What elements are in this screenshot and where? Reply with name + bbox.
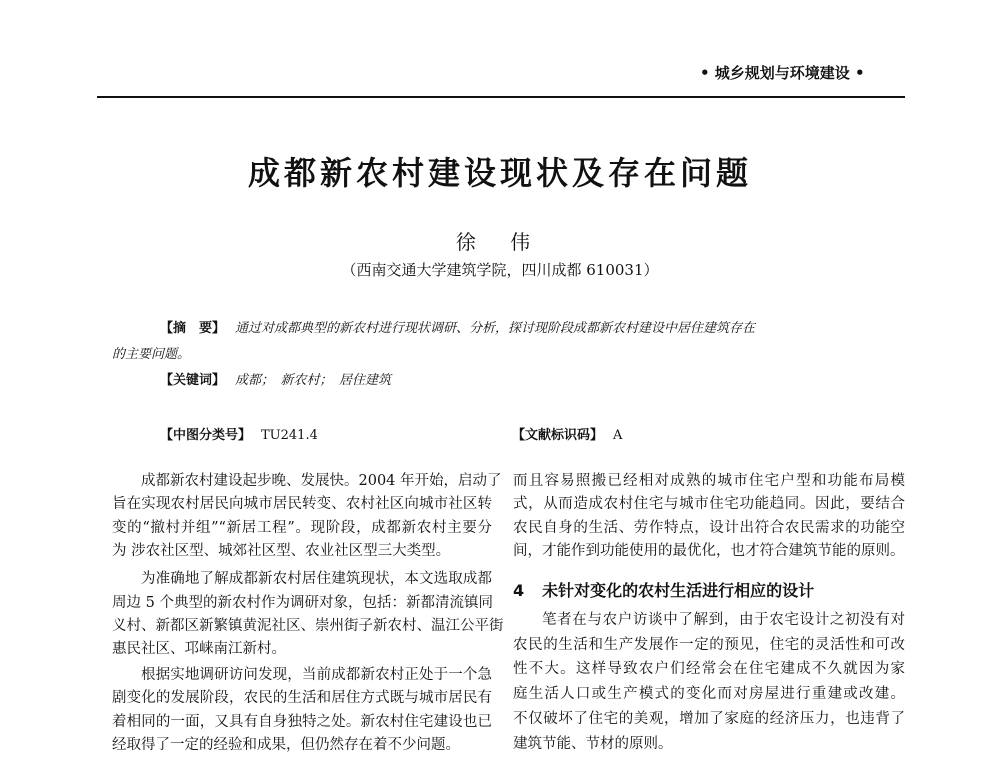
body-text-line: 根据实地调研访问发现，当前成都新农村正处于一个急 xyxy=(141,667,492,683)
body-text-line: 庭生活人口或生产模式的变化而对房屋进行重建或改建。 xyxy=(513,686,905,702)
running-header: • 城乡规划与环境建设 • xyxy=(700,64,865,82)
body-text-line: 性不大。这样导致农户们经常会在住宅建成不久就因为家 xyxy=(513,661,905,677)
body-text-line: 惠民社区、邛崃南江新村。 xyxy=(112,641,286,657)
body-text-line: 旨在实现农村居民向城市居民转变、农村社区向城市社区转 xyxy=(112,496,492,512)
paper-title: 成都新农村建设现状及存在问题 xyxy=(247,154,752,192)
keywords-text: 成都； 新农村； 居住建筑 xyxy=(235,373,392,388)
body-text-line: 式，从而造成农村住宅与城市住宅功能趋同。因此，要结合 xyxy=(513,496,905,512)
keywords xyxy=(160,369,391,388)
abstract-text-1: 通过对成都典型的新农村进行现状调研、分析，探讨现阶段成都新农村建设中居住建筑存在 xyxy=(235,321,756,336)
body-text-line: 农民的生活和生产发展作一定的预见，住宅的灵活性和可改 xyxy=(513,637,905,653)
body-text-line: 义村、新都区新繁镇黄泥社区、崇州街子新农村、温江公平街 xyxy=(112,618,504,634)
body-text-line: 为 涉农社区型、城郊社区型、农业社区型三大类型。 xyxy=(112,543,451,559)
body-text-line: 间，才能作到功能使用的最优化，也才符合建筑节能的原则。 xyxy=(513,543,905,559)
author: 徐 伟 xyxy=(455,230,545,254)
doc-code-value: A xyxy=(613,428,623,443)
body-text-line: 着相同的一面，又具有自身独特之处。新农村住宅建设也已 xyxy=(112,714,492,730)
section-heading-4 xyxy=(513,578,814,601)
body-text-line: 变的“撤村并组”“新居工程”。现阶段，成都新农村主要分 xyxy=(112,520,492,536)
abstract-label: 【摘 要】 xyxy=(160,321,226,336)
affiliation: （西南交通大学建筑学院，四川成都 610031） xyxy=(341,261,659,279)
body-text-line: 而且容易照搬已经相对成熟的城市住宅户型和功能布局模 xyxy=(513,473,905,489)
section-title: 未针对变化的农村生活进行相应的设计 xyxy=(542,581,815,600)
body-text-line: 笔者在与农户访谈中了解到，由于农宅设计之初没有对 xyxy=(542,612,905,628)
section-number: 4 xyxy=(513,581,525,600)
body-text-line: 建筑节能、节材的原则。 xyxy=(513,736,673,752)
clc-code xyxy=(160,424,318,443)
header-rule xyxy=(97,96,905,98)
body-text-line: 周边 5 个典型的新农村作为调研对象，包括：新都清流镇同 xyxy=(112,595,493,611)
doc-code-label: 【文献标识码】 xyxy=(512,428,604,443)
abstract-line-1 xyxy=(160,317,755,336)
keywords-label: 【关键词】 xyxy=(160,373,226,388)
body-text-line: 成都新农村建设起步晚、发展快。2004 年开始，启动了 xyxy=(141,473,502,489)
doc-code xyxy=(512,424,622,443)
body-text-line: 经取得了一定的经验和成果，但仍然存在着不少问题。 xyxy=(112,737,460,753)
body-text-line: 农民自身的生活、劳作特点，设计出符合农民需求的功能空 xyxy=(513,520,905,536)
clc-label: 【中图分类号】 xyxy=(160,428,252,443)
abstract-text-2: 的主要问题。 xyxy=(112,347,191,362)
body-text-line: 剧变化的发展阶段，农民的生活和居住方式既与城市居民有 xyxy=(112,690,492,706)
body-text-line: 不仅破坏了住宅的美观，增加了家庭的经济压力，也违背了 xyxy=(513,711,905,727)
clc-value: TU241.4 xyxy=(261,428,318,443)
body-text-line: 为准确地了解成都新农村居住建筑现状，本文选取成都 xyxy=(141,571,492,587)
